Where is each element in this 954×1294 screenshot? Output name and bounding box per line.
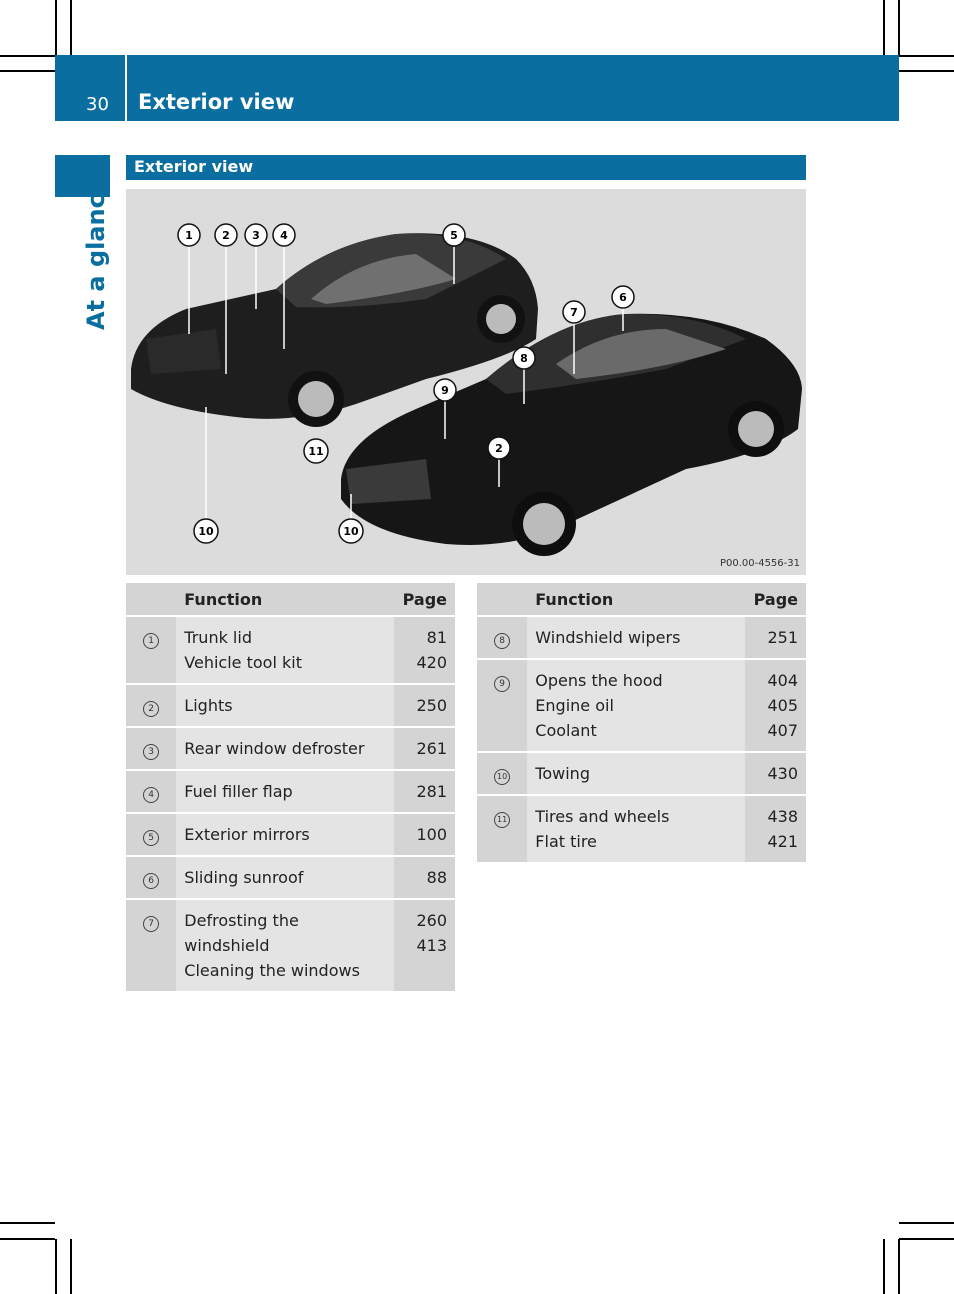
table-row bbox=[126, 616, 455, 684]
crop-mark bbox=[0, 55, 55, 57]
crop-mark bbox=[55, 1239, 57, 1294]
function-text: Cleaning the windows bbox=[184, 961, 360, 980]
crop-mark bbox=[883, 0, 885, 55]
table-header-function: Function bbox=[176, 583, 393, 616]
page-ref: 81 bbox=[426, 628, 447, 647]
callout-number: 2 bbox=[143, 701, 159, 717]
function-text: Opens the hood bbox=[535, 671, 663, 690]
table-row bbox=[477, 752, 806, 795]
callout-number: 5 bbox=[143, 830, 159, 846]
function-text: Windshield wipers bbox=[535, 628, 681, 647]
crop-mark bbox=[55, 0, 57, 55]
svg-text:2: 2 bbox=[222, 229, 230, 242]
svg-text:10: 10 bbox=[343, 525, 359, 538]
header-divider bbox=[125, 55, 127, 121]
svg-text:8: 8 bbox=[520, 352, 528, 365]
callout-7 bbox=[563, 301, 585, 323]
table-row bbox=[477, 659, 806, 752]
page-ref: 261 bbox=[416, 739, 447, 758]
function-text: Exterior mirrors bbox=[184, 825, 310, 844]
page-ref: 100 bbox=[416, 825, 447, 844]
callout-number: 11 bbox=[494, 812, 510, 828]
table-header-function: Function bbox=[527, 583, 744, 616]
table-row bbox=[126, 813, 455, 856]
callout-number: 1 bbox=[143, 633, 159, 649]
callout-number: 6 bbox=[143, 873, 159, 889]
car-illustration bbox=[126, 189, 806, 575]
crop-mark bbox=[898, 0, 900, 55]
crop-mark bbox=[899, 1222, 954, 1224]
svg-text:1: 1 bbox=[185, 229, 193, 242]
page-ref: 421 bbox=[767, 832, 798, 851]
callout-3 bbox=[245, 224, 267, 246]
table-header-page: Page bbox=[745, 583, 806, 616]
function-text: Tires and wheels bbox=[535, 807, 670, 826]
table-header-num bbox=[126, 583, 176, 616]
page-ref: 430 bbox=[767, 764, 798, 783]
section-title: Exterior view bbox=[134, 157, 254, 176]
function-text: Rear window defroster bbox=[184, 739, 365, 758]
svg-text:10: 10 bbox=[198, 525, 214, 538]
callout-10-front bbox=[339, 519, 363, 543]
page-ref: 404 bbox=[767, 671, 798, 690]
crop-mark bbox=[899, 70, 954, 72]
crop-mark bbox=[0, 1222, 55, 1224]
callout-number: 4 bbox=[143, 787, 159, 803]
side-tab-label: At a glance bbox=[82, 177, 110, 330]
page-number: 30 bbox=[86, 94, 109, 115]
callout-number: 8 bbox=[494, 633, 510, 649]
function-text: Sliding sunroof bbox=[184, 868, 304, 887]
svg-text:6: 6 bbox=[619, 291, 627, 304]
page-ref: 281 bbox=[416, 782, 447, 801]
page-ref: 260 bbox=[416, 911, 447, 930]
callout-number: 9 bbox=[494, 676, 510, 692]
svg-text:7: 7 bbox=[570, 306, 578, 319]
callout-9 bbox=[434, 379, 456, 401]
function-text: Vehicle tool kit bbox=[184, 653, 302, 672]
function-table-right bbox=[477, 583, 806, 862]
table-row bbox=[126, 856, 455, 899]
svg-text:11: 11 bbox=[308, 445, 324, 458]
page-ref: 438 bbox=[767, 807, 798, 826]
page-ref: 413 bbox=[416, 936, 447, 955]
function-text: Defrosting the windshield bbox=[184, 911, 299, 955]
page-ref: 407 bbox=[767, 721, 798, 740]
exterior-figure bbox=[126, 189, 806, 575]
table-header-row bbox=[126, 583, 455, 616]
svg-text:9: 9 bbox=[441, 384, 449, 397]
svg-text:3: 3 bbox=[252, 229, 260, 242]
crop-mark bbox=[70, 1239, 72, 1294]
table-row bbox=[126, 727, 455, 770]
callout-2 bbox=[215, 224, 237, 246]
table-row bbox=[126, 770, 455, 813]
page-ref: 251 bbox=[767, 628, 798, 647]
callout-number: 10 bbox=[494, 769, 510, 785]
table-row bbox=[477, 795, 806, 862]
callout-6 bbox=[612, 286, 634, 308]
svg-text:4: 4 bbox=[280, 229, 288, 242]
table-header-row bbox=[477, 583, 806, 616]
page-ref: 405 bbox=[767, 696, 798, 715]
function-text: Fuel filler flap bbox=[184, 782, 293, 801]
function-text: Coolant bbox=[535, 721, 597, 740]
crop-mark bbox=[70, 0, 72, 55]
table-row bbox=[126, 684, 455, 727]
table-row bbox=[126, 899, 455, 991]
table-header-page: Page bbox=[394, 583, 455, 616]
crop-mark bbox=[899, 1238, 954, 1240]
crop-mark bbox=[0, 1238, 55, 1240]
callout-8 bbox=[513, 347, 535, 369]
callout-number: 7 bbox=[143, 916, 159, 932]
crop-mark bbox=[898, 1239, 900, 1294]
function-text: Flat tire bbox=[535, 832, 597, 851]
svg-text:5: 5 bbox=[450, 229, 458, 242]
callout-1 bbox=[178, 224, 200, 246]
table-row bbox=[477, 616, 806, 659]
crop-mark bbox=[883, 1239, 885, 1294]
function-table-left bbox=[126, 583, 455, 991]
header-title: Exterior view bbox=[138, 90, 295, 114]
callout-5 bbox=[443, 224, 465, 246]
callout-4 bbox=[273, 224, 295, 246]
crop-mark bbox=[0, 70, 55, 72]
page-ref: 88 bbox=[426, 868, 447, 887]
function-text: Lights bbox=[184, 696, 233, 715]
page-ref: 250 bbox=[416, 696, 447, 715]
figure-code: P00.00-4556-31 bbox=[719, 558, 800, 569]
callout-11 bbox=[304, 439, 328, 463]
callout-10-rear bbox=[194, 519, 218, 543]
table-header-num bbox=[477, 583, 527, 616]
function-text: Engine oil bbox=[535, 696, 614, 715]
page-ref: 420 bbox=[416, 653, 447, 672]
svg-text:2: 2 bbox=[495, 442, 503, 455]
function-text: Towing bbox=[535, 764, 590, 783]
callout-2-front bbox=[488, 437, 510, 459]
function-text: Trunk lid bbox=[184, 628, 252, 647]
crop-mark bbox=[899, 55, 954, 57]
callout-number: 3 bbox=[143, 744, 159, 760]
